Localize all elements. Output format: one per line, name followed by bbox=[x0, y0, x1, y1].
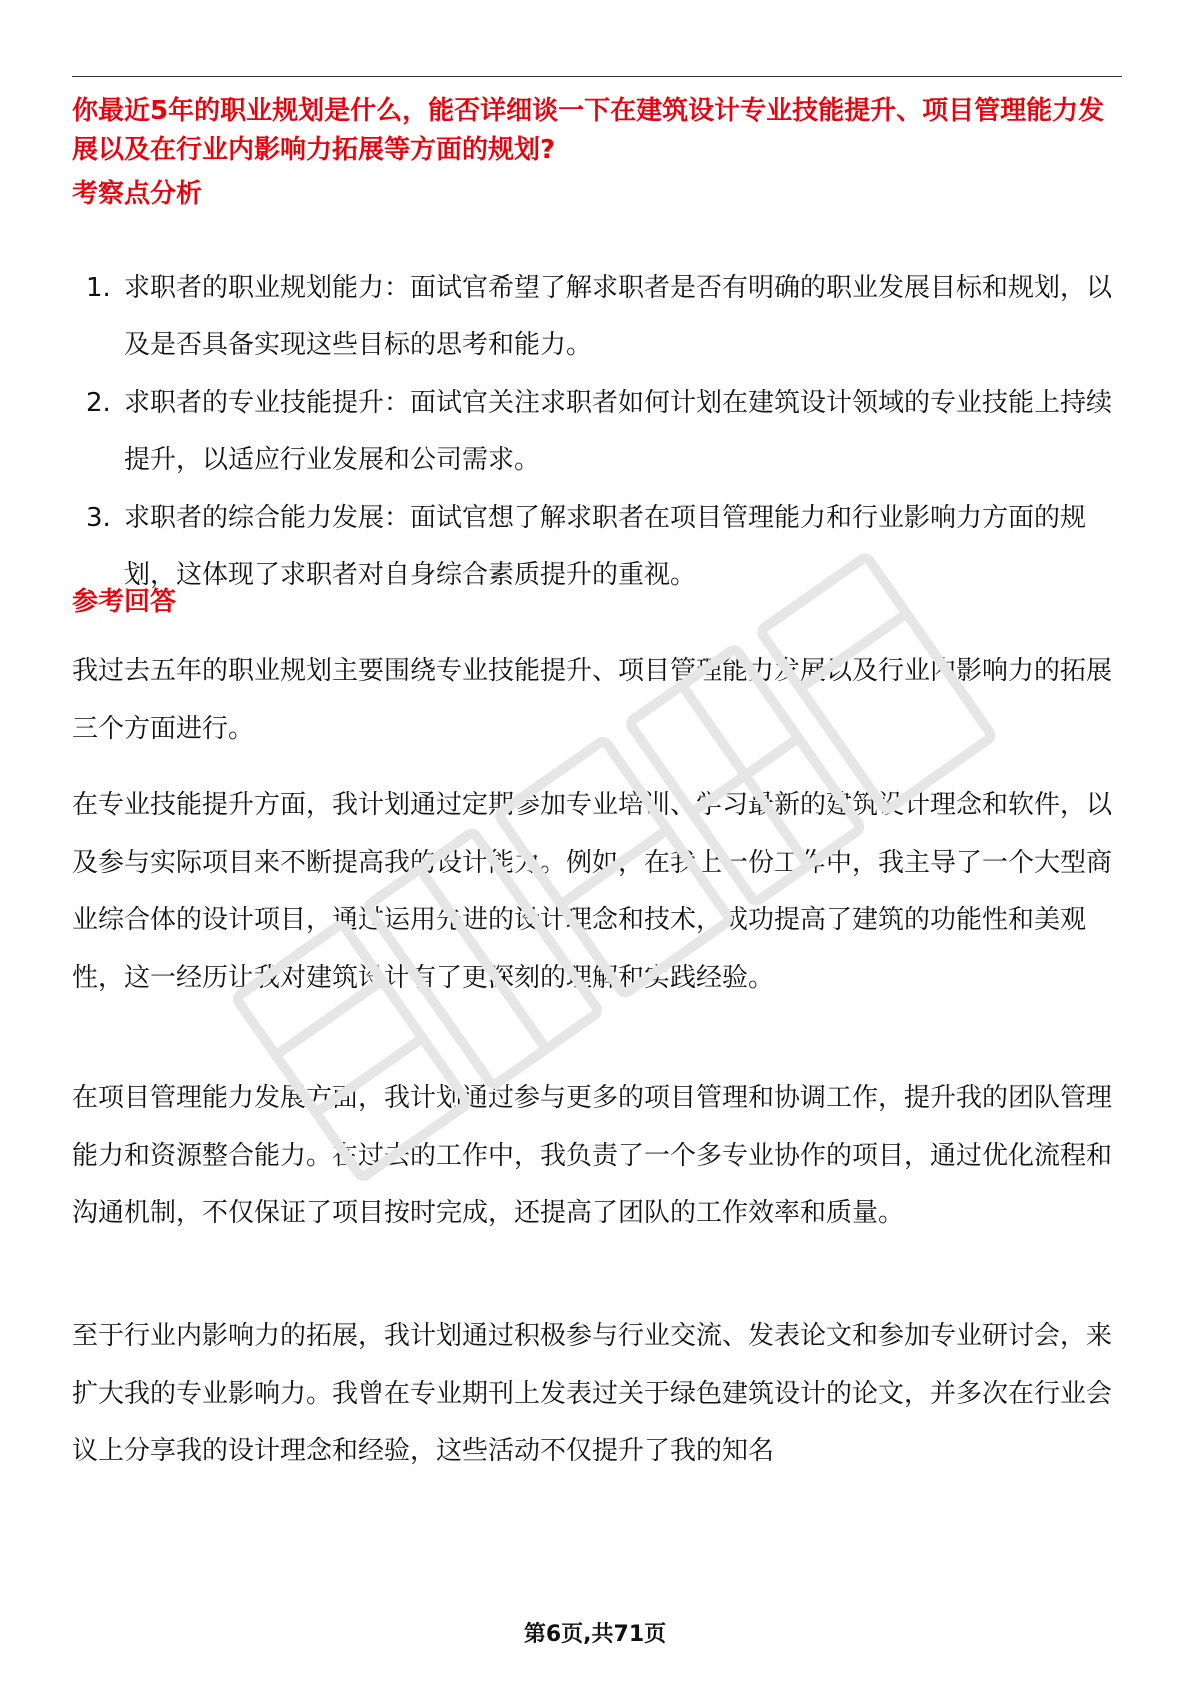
analysis-list bbox=[72, 260, 1122, 605]
answer-paragraph-2: 在专业技能提升方面，我计划通过定期参加专业培训、学习最新的建筑设计理念和软件，以及参与实际项目来不断提高我的设计能力。例如，在我上一份工作中，我主导了一个大型商业综合体的设计项目，通过运用先进的设计理念和技术，成功提高了建筑的功能性和美观性，这一经历让我对建筑设计有了更深刻的理解和实践经验。 bbox=[72, 790, 1113, 993]
answer-paragraph-1: 我过去五年的职业规划主要围绕专业技能提升、项目管理能力发展以及行业内影响力的拓展三个方面进行。 bbox=[72, 656, 1113, 744]
top-rule bbox=[72, 76, 1122, 77]
analysis-section-title: 考察点分析 bbox=[72, 179, 203, 209]
analysis-item-text: 求职者的综合能力发展：面试官想了解求职者在项目管理能力和行业影响力方面的规划，这体现了求职者对自身综合素质提升的重视。 bbox=[124, 503, 1087, 590]
analysis-item-number: 3. bbox=[86, 503, 111, 533]
analysis-item-2 bbox=[72, 375, 1122, 489]
analysis-item-number: 2. bbox=[86, 388, 111, 418]
page-number: 第6页,共71页 bbox=[523, 1622, 667, 1647]
analysis-item-text: 求职者的专业技能提升：面试官关注求职者如何计划在建筑设计领域的专业技能上持续提升，以适应行业发展和公司需求。 bbox=[124, 388, 1113, 475]
analysis-item-1 bbox=[72, 260, 1122, 374]
analysis-item-text: 求职者的职业规划能力：面试官希望了解求职者是否有明确的职业发展目标和规划，以及是否具备实现这些目标的思考和能力。 bbox=[124, 273, 1113, 360]
analysis-item-number: 1. bbox=[86, 273, 111, 303]
question-heading: 你最近5年的职业规划是什么，能否详细谈一下在建筑设计专业技能提升、项目管理能力发展以及在行业内影响力拓展等方面的规划? bbox=[72, 96, 1105, 165]
answer-paragraph-3: 在项目管理能力发展方面，我计划通过参与更多的项目管理和协调工作，提升我的团队管理能力和资源整合能力。在过去的工作中，我负责了一个多专业协作的项目，通过优化流程和沟通机制，不仅保证了项目按时完成，还提高了团队的工作效率和质量。 bbox=[72, 1083, 1113, 1228]
analysis-item-3 bbox=[72, 490, 1122, 604]
answer-section-title: 参考回答 bbox=[72, 587, 177, 617]
answer-paragraph-4: 至于行业内影响力的拓展，我计划通过积极参与行业交流、发表论文和参加专业研讨会，来扩大我的专业影响力。我曾在专业期刊上发表过关于绿色建筑设计的论文，并多次在行业会议上分享我的设计理念和经验，这些活动不仅提升了我的知名 bbox=[72, 1321, 1113, 1466]
